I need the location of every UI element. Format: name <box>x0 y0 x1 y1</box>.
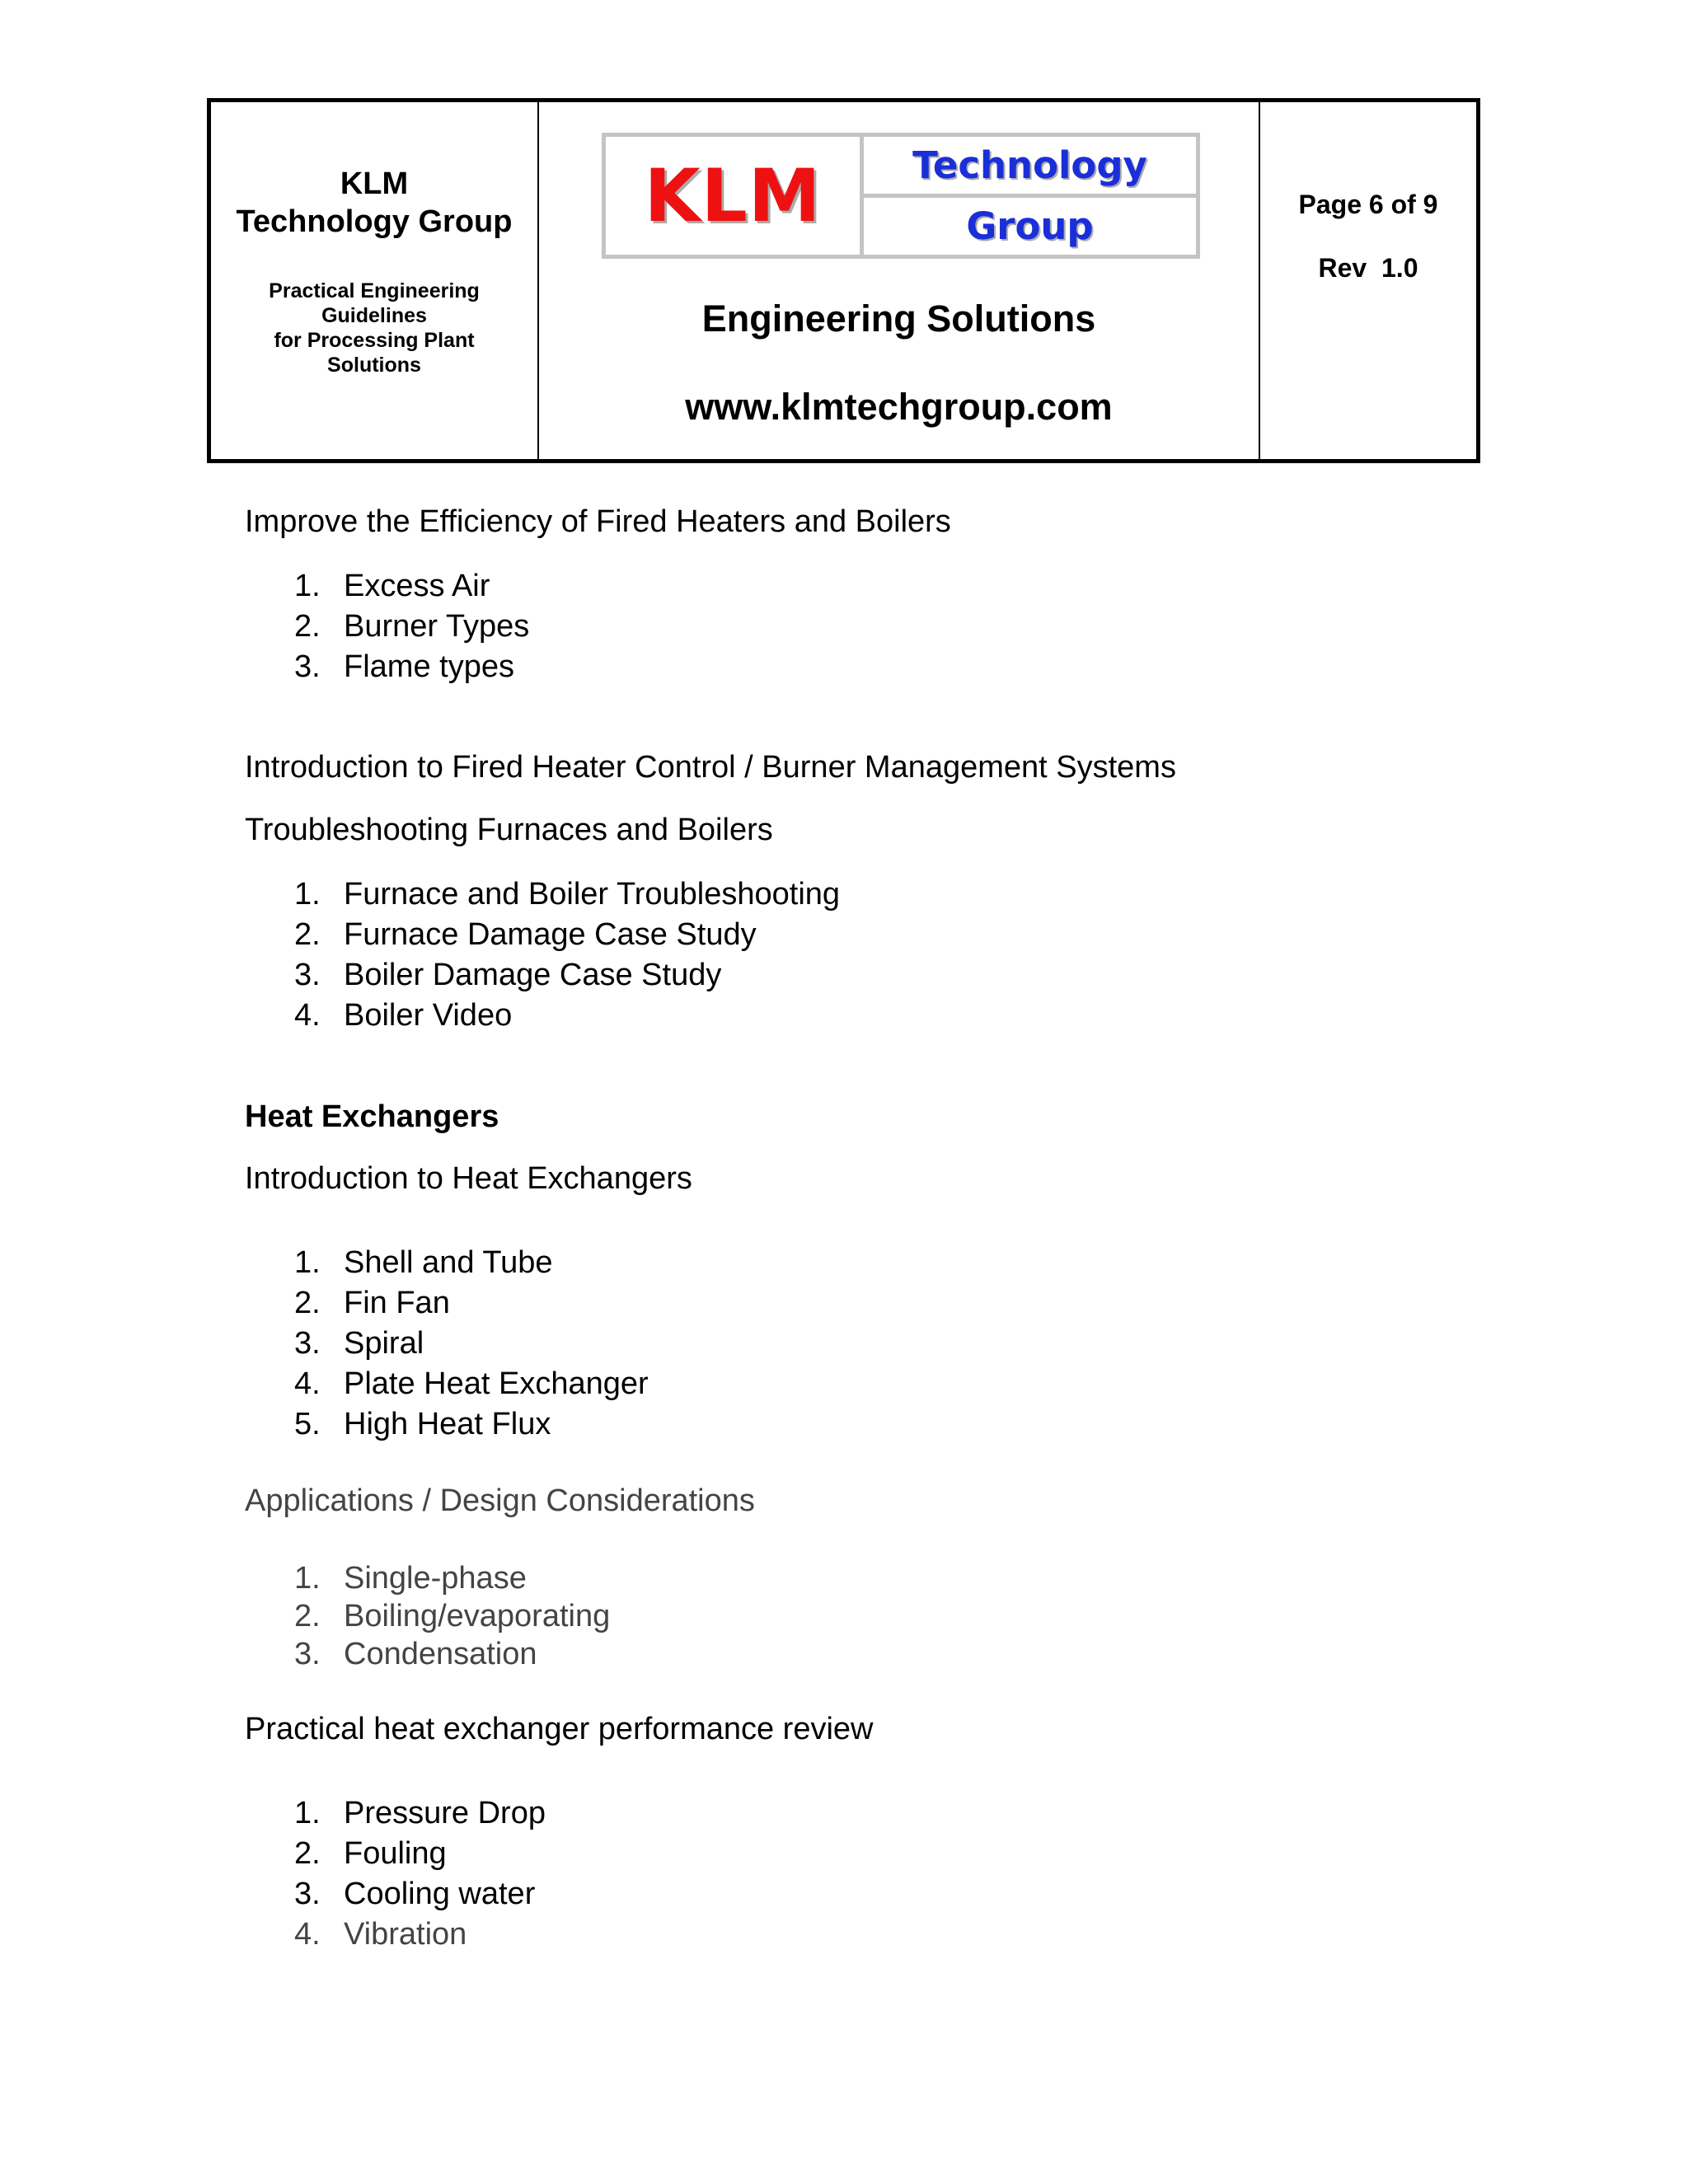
list-item <box>294 1793 546 1834</box>
performance-list <box>294 1793 546 1955</box>
list-number: 2. <box>294 1836 321 1871</box>
list-number: 2. <box>294 917 321 952</box>
list-number: 3. <box>294 958 321 992</box>
list-number: 5. <box>294 1407 321 1441</box>
logo-technology-text: Technology <box>864 137 1196 198</box>
page-number: Page 6 of 9 <box>1298 190 1438 219</box>
intro-control-title: Introduction to Fired Heater Control / Burner Management Systems <box>245 750 1176 785</box>
company-name-line1: KLM <box>340 166 409 201</box>
klm-logo <box>602 133 1200 259</box>
list-item-text: Furnace Damage Case Study <box>344 917 757 952</box>
list-item-text: Fin Fan <box>344 1286 450 1320</box>
list-number: 1. <box>294 1561 321 1596</box>
list-item-text: High Heat Flux <box>344 1407 551 1441</box>
list-item <box>294 1559 610 1597</box>
list-item <box>294 1635 610 1673</box>
company-name-line2: Technology Group <box>236 204 513 239</box>
list-item-text: Burner Types <box>344 609 530 644</box>
tagline-line2: Guidelines <box>321 304 427 327</box>
list-number: 3. <box>294 1877 321 1911</box>
list-item-text: Cooling water <box>344 1877 536 1911</box>
tagline-line1: Practical Engineering <box>269 279 480 302</box>
list-number: 1. <box>294 569 321 603</box>
list-item-text: Plate Heat Exchanger <box>344 1366 649 1401</box>
header-page-cell <box>1260 102 1476 459</box>
list-item <box>294 1404 649 1445</box>
list-number: 1. <box>294 1245 321 1280</box>
improve-list <box>294 566 529 687</box>
troubleshooting-list <box>294 874 840 1036</box>
list-item <box>294 1283 649 1324</box>
list-item <box>294 1364 649 1404</box>
list-item-text: Boiler Damage Case Study <box>344 958 722 992</box>
list-item-text: Spiral <box>344 1326 424 1361</box>
logo-right-panel <box>864 137 1196 255</box>
engineering-solutions: Engineering Solutions <box>701 298 1096 340</box>
list-item-text: Single-phase <box>344 1561 527 1596</box>
list-item-text: Condensation <box>344 1637 537 1671</box>
list-item <box>294 996 840 1036</box>
list-item-text: Furnace and Boiler Troubleshooting <box>344 877 841 912</box>
list-item <box>294 874 840 915</box>
applications-list <box>294 1559 610 1673</box>
list-number: 4. <box>294 998 321 1033</box>
list-number: 3. <box>294 1637 321 1671</box>
list-number: 4. <box>294 1366 321 1401</box>
list-item-text: Fouling <box>344 1836 447 1871</box>
document-header <box>207 98 1480 463</box>
logo-klm-text: KLM <box>606 137 864 255</box>
list-item <box>294 1915 546 1955</box>
list-item <box>294 955 840 996</box>
list-item-text: Boiling/evaporating <box>344 1599 611 1633</box>
list-item-text: Shell and Tube <box>344 1245 553 1280</box>
list-item <box>294 647 529 687</box>
list-number: 2. <box>294 609 321 644</box>
list-number: 3. <box>294 1326 321 1361</box>
list-number: 1. <box>294 1796 321 1830</box>
list-number: 2. <box>294 1286 321 1320</box>
tagline-line3: for Processing Plant <box>274 329 475 352</box>
company-tagline <box>211 279 537 377</box>
list-item <box>294 1243 649 1283</box>
list-number: 4. <box>294 1917 321 1952</box>
troubleshooting-title: Troubleshooting Furnaces and Boilers <box>245 813 773 847</box>
header-company-cell <box>211 102 539 459</box>
logo-group-text: Group <box>966 204 1094 248</box>
company-name <box>211 165 537 241</box>
list-number: 3. <box>294 649 321 684</box>
list-item <box>294 915 840 955</box>
performance-title: Practical heat exchanger performance review <box>245 1712 874 1746</box>
website-url: www.klmtechgroup.com <box>685 386 1113 428</box>
header-logo-cell <box>539 102 1260 459</box>
improve-title: Improve the Efficiency of Fired Heaters and Boilers <box>245 504 951 539</box>
list-item-text: Pressure Drop <box>344 1796 546 1830</box>
list-item <box>294 1597 610 1635</box>
list-number: 2. <box>294 1599 321 1633</box>
list-item <box>294 607 529 647</box>
intro-hx-title: Introduction to Heat Exchangers <box>245 1161 692 1196</box>
heat-exchangers-heading: Heat Exchangers <box>245 1099 499 1134</box>
list-item <box>294 1874 546 1915</box>
list-item-text: Excess Air <box>344 569 490 603</box>
hx-list <box>294 1243 649 1445</box>
tagline-line4: Solutions <box>327 354 421 377</box>
list-item-text: Vibration <box>344 1917 467 1952</box>
list-item-text: Boiler Video <box>344 998 513 1033</box>
list-item <box>294 566 529 607</box>
list-item-text: Flame types <box>344 649 514 684</box>
applications-title: Applications / Design Considerations <box>245 1483 755 1518</box>
list-number: 1. <box>294 877 321 912</box>
list-item <box>294 1834 546 1874</box>
list-item <box>294 1324 649 1364</box>
revision: Rev 1.0 <box>1318 253 1418 283</box>
